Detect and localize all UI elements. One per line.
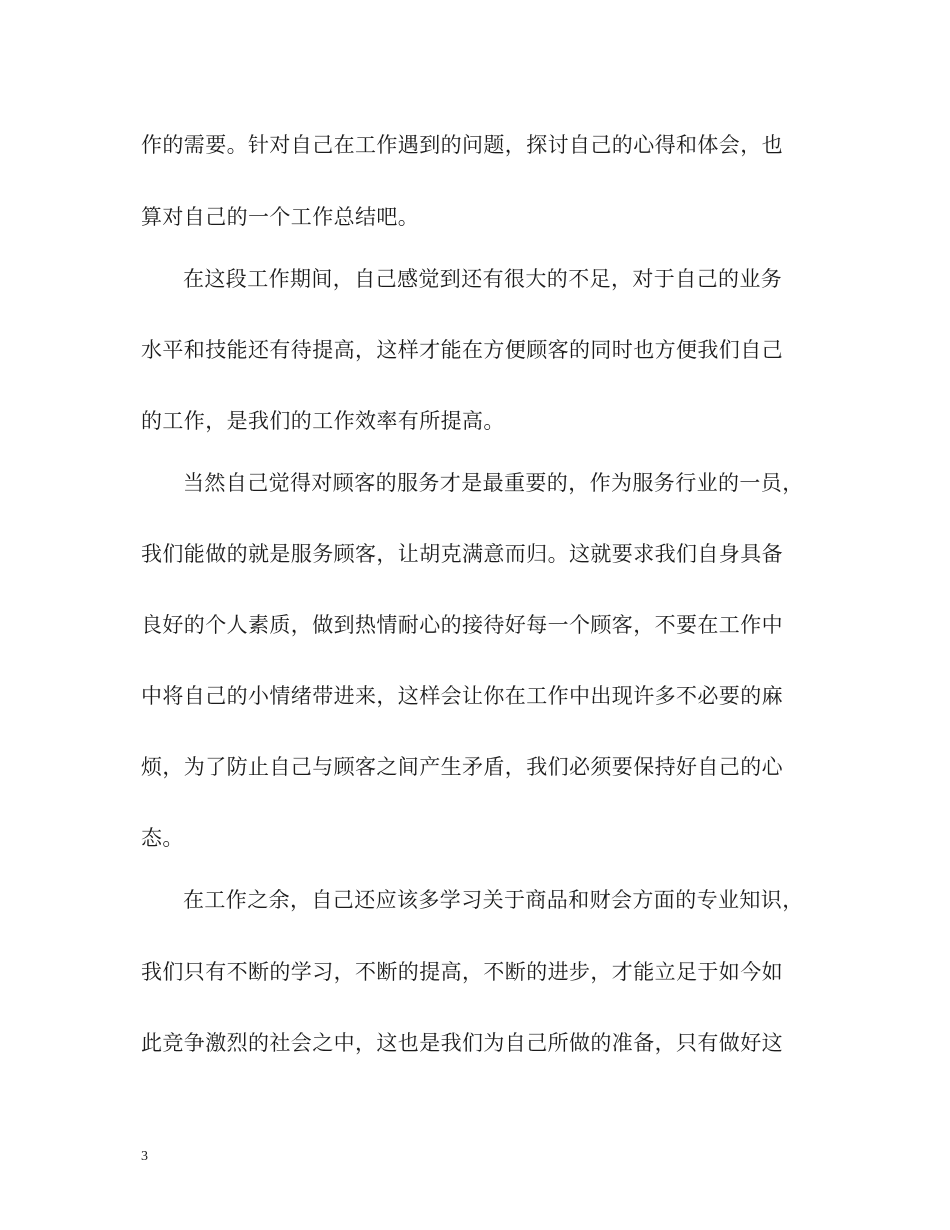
text-line-14: 此竞争激烈的社会之中，这也是我们为自己所做的准备，只有做好这	[141, 1031, 783, 1055]
text-line-13: 我们只有不断的学习，不断的提高，不断的进步，才能立足于如今如	[141, 960, 783, 984]
text-line-10: 烦，为了防止自己与顾客之间产生矛盾，我们必须要保持好自己的心	[141, 755, 783, 779]
text-line-9: 中将自己的小情绪带进来，这样会让你在工作中出现许多不必要的麻	[141, 684, 783, 708]
text-line-1: 作的需要。针对自己在工作遇到的问题，探讨自己的心得和体会，也	[141, 133, 783, 157]
text-line-11: 态。	[141, 826, 184, 850]
text-line-8: 良好的个人素质，做到热情耐心的接待好每一个顾客，不要在工作中	[141, 613, 783, 637]
text-line-2: 算对自己的一个工作总结吧。	[141, 205, 420, 229]
text-line-12: 在工作之余，自己还应该多学习关于商品和财会方面的专业知识，	[183, 888, 804, 912]
text-line-6: 当然自己觉得对顾客的服务才是最重要的，作为服务行业的一员，	[183, 471, 804, 495]
text-line-7: 我们能做的就是服务顾客，让胡克满意而归。这就要求我们自身具备	[141, 542, 783, 566]
page-number: 3	[141, 1149, 148, 1164]
text-line-5: 的工作，是我们的工作效率有所提高。	[141, 409, 505, 433]
text-line-4: 水平和技能还有待提高，这样才能在方便顾客的同时也方便我们自己	[141, 338, 783, 362]
text-line-3: 在这段工作期间，自己感觉到还有很大的不足，对于自己的业务	[183, 267, 783, 291]
